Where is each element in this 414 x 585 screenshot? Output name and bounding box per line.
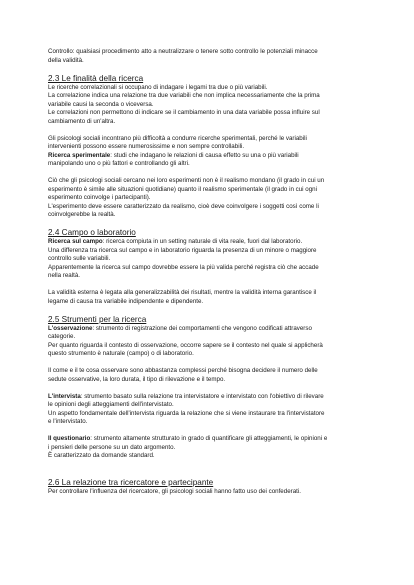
s23-p2-line-3: [48, 152, 373, 161]
s24-p2-line-1: La validità esterna è legata alla generalizzabilità dei risultati, mentre la validità interna garantisce il: [48, 289, 317, 296]
section-heading-2-4: 2.4 Campo o laboratorio: [48, 228, 136, 237]
term-ricerca-sperimentale: Ricerca sperimentale: [48, 151, 111, 159]
s23-p3-line-5: coinvolgerebbe la realtà.: [48, 211, 116, 218]
s23-line-4: Le correlazioni non permettono di indicare se il cambiamento in una data variabile possa influire sul: [48, 109, 320, 116]
document-page: [48, 48, 373, 496]
term-ricerca-sul-campo: Ricerca sul campo: [48, 238, 103, 245]
s24-line-3: controllo sulle variabili.: [48, 255, 111, 262]
s25-p4-line-2: i pensieri delle persone su un dato argomento.: [48, 443, 176, 451]
s25-p2-line-2: sedute osservative, la loro durata, il tipo di rilevazione e il tempo.: [48, 375, 226, 383]
s25-p4-line-1: [48, 435, 373, 444]
s24-line-4: Apparentemente la ricerca sul campo dovrebbe essere la più valida perché registra ciò che accade: [48, 263, 319, 271]
s24-line-1: [48, 238, 373, 247]
s25-p3-line-4: e l'intervistato.: [48, 418, 88, 425]
s23-p3-line-1: Ciò che gli psicologi sociali cercano nei loro esperimenti non è il realismo mondano (il grado in cui un: [48, 177, 325, 184]
s25-line-2: categorie.: [48, 333, 76, 340]
s25-line-4: questo strumento è naturale (campo) o di laboratorio.: [48, 350, 194, 357]
section-heading-2-3: 2.3 Le finalità della ricerca: [48, 73, 144, 83]
s23-p3-line-4: L'esperimento deve essere caratterizzato da realismo, cioè deve coinvolgere i soggetti così come li: [48, 202, 319, 210]
section-heading-2-5: 2.5 Strumenti per la ricerca: [48, 314, 147, 324]
intro-line-1: Controllo: qualsiasi procedimento atto a neutralizzare o tenere sotto controllo le potenziali minacce: [48, 48, 318, 55]
s25-line-1: [48, 325, 373, 334]
s23-p3-line-3: esperimento coinvolge i partecipanti).: [48, 194, 151, 201]
section-heading-2-6: 2.6 La relazione tra ricercatore e partecipante: [48, 477, 214, 487]
s25-p4-line-3: È caratterizzato da domande standard.: [48, 452, 155, 459]
s24-p2-line-2: legame di causa tra variabile indipendente e dipendente.: [48, 297, 204, 305]
definition-text: : strumento basato sulla relazione tra intervistatore e intervistato con l'obiettivo di rilevare: [80, 392, 324, 400]
definition-text: : strumento di registrazione dei comportamenti che vengono codificati attraverso: [92, 324, 312, 332]
s25-line-3: Per quanto riguarda il contesto di osservazione, occorre sapere se il contesto nel quale si applicherà: [48, 341, 323, 349]
s23-p3-line-2: esperimento è simile alle situazioni quotidiane) quanto il realismo sperimentale (il grado in cui ogni: [48, 185, 317, 193]
s23-line-1: Le ricerche correlazionali si occupano di indagare i legami tra due o più variabili.: [48, 83, 268, 91]
s23-line-3: variabile causi la seconda o viceversa.: [48, 100, 154, 108]
s23-line-5: cambiamento di un'altra.: [48, 117, 116, 125]
intro-line-2: della validità.: [48, 56, 84, 64]
s25-p3-line-3: Un aspetto fondamentale dell'intervista riguarda la relazione che si viene instaurare tra l'intervistatore: [48, 409, 325, 417]
s25-p3-line-1: [48, 393, 373, 402]
definition-text: : strumento altamente strutturato in grado di quantificare gli atteggiamenti, le opinioni e: [90, 435, 328, 442]
s23-p2-line-4: manipolando uno o più fattori e controllando gli altri.: [48, 160, 190, 167]
s25-p2-line-1: Il come e il te cosa osservare sono abbastanza complessi perché bisogna decidere il numero delle: [48, 367, 318, 374]
s24-line-2: Una differenza tra ricerca sul campo e in laboratorio riguarda la presenza di un minore o maggiore: [48, 246, 317, 254]
s23-p2-line-2: intervenienti possono essere numerosissime e non sempre controllabili.: [48, 143, 245, 150]
s24-line-5: nella realtà.: [48, 272, 80, 279]
term-osservazione: L'osservazione: [48, 324, 93, 332]
definition-text: : ricerca compiuta in un setting naturale di vita reale, fuori dal laboratorio.: [102, 238, 303, 245]
definition-text: : studi che indagano le relazioni di causa effetto su una o più variabili: [110, 151, 299, 159]
term-intervista: L'intervista: [48, 392, 81, 400]
s25-p3-line-2: le opinioni degli atteggiamenti dell'intervistato.: [48, 401, 174, 408]
term-questionario: Il questionario: [48, 435, 91, 442]
s26-line-1: Per controllare l'influenza del ricercatore, gli psicologi sociali hanno fatto uso dei confederati.: [48, 487, 301, 495]
s23-p2-line-1: Gli psicologi sociali incontrano più difficoltà a condurre ricerche sperimentali, perché le variabili: [48, 134, 307, 142]
s23-line-2: La correlazione indica una relazione tra due variabili che non implica necessariamente che la prima: [48, 92, 320, 99]
